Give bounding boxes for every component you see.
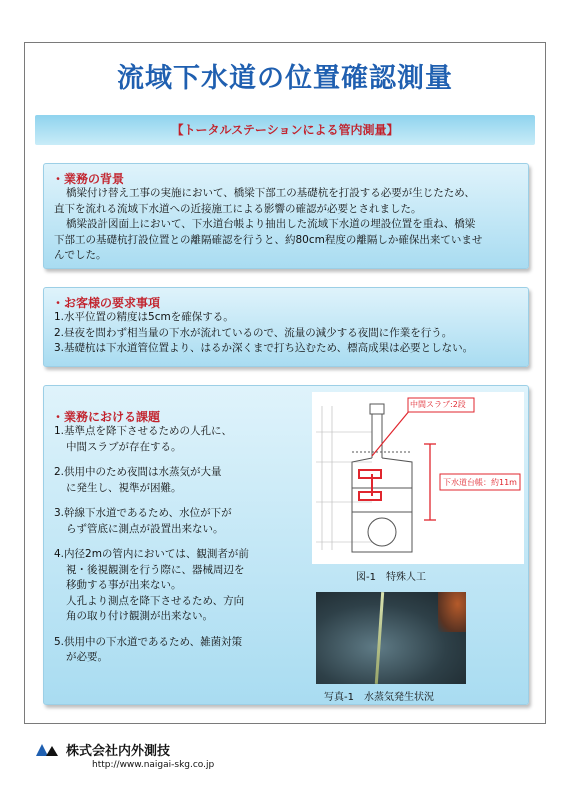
survey-pole xyxy=(375,592,384,684)
steam-photo xyxy=(316,592,466,684)
issue-line: 中間スラブが存在する。 xyxy=(66,440,182,453)
issue-item xyxy=(54,547,324,625)
document-frame xyxy=(24,42,546,724)
issue-item xyxy=(54,635,324,666)
issues-heading: ・業務における課題 xyxy=(52,410,161,424)
issue-line: 1.基準点を降下させるための人孔に、 xyxy=(54,425,233,437)
slab-label: 中間スラブ:2段 xyxy=(410,400,466,409)
requirement-item: 1.水平位置の精度は5cmを確保する。 xyxy=(54,311,234,323)
background-line: 橋梁設計図面上において、下水道台帳より抽出した流域下水道の埋設位置を重ね、橋梁 xyxy=(66,218,476,230)
background-heading: ・業務の背景 xyxy=(52,172,125,186)
background-text xyxy=(54,186,518,264)
background-line: 直下を流れる流域下水道への近接施工による影響の確認が必要とされました。 xyxy=(54,202,422,215)
worker-silhouette xyxy=(438,592,466,632)
photo-caption: 写真-1 水蒸気発生状況 xyxy=(324,692,434,703)
company-url[interactable]: http://www.naigai-skg.co.jp xyxy=(92,760,215,770)
issue-line: が必要。 xyxy=(66,651,108,663)
issue-item xyxy=(54,506,324,537)
issue-line: 視・後視観測を行う際に、器械周辺を xyxy=(66,563,245,576)
issue-line: 5.供用中の下水道であるため、雑菌対策 xyxy=(54,635,243,648)
issue-item xyxy=(54,465,324,496)
background-section xyxy=(43,163,529,269)
company-name: 株式会社内外測技 xyxy=(66,744,171,759)
background-line: 橋梁付け替え工事の実施において、橋梁下部工の基礎杭を打設する必要が生じたため、 xyxy=(66,187,475,199)
requirements-section xyxy=(43,287,529,367)
issues-list xyxy=(54,424,324,676)
company-logo-icon xyxy=(34,742,62,758)
company-logo xyxy=(34,740,170,759)
ledger-depth-label: 下水道台帳：約11m xyxy=(443,478,517,487)
subtitle-banner: 【トータルステーションによる管内測量】 xyxy=(35,115,535,145)
issue-line: に発生し、視準が困難。 xyxy=(66,481,182,494)
issues-section xyxy=(43,385,529,705)
slab-marker xyxy=(359,492,381,500)
issue-line: 3.幹線下水道であるため、水位が下が xyxy=(54,507,232,519)
requirement-item: 2.昼夜を問わず相当量の下水が流れているので、流量の減少する夜間に作業を行う。 xyxy=(54,326,453,339)
issue-item xyxy=(54,424,324,455)
requirements-list xyxy=(54,310,518,357)
issue-line: 移動する事が出来ない。 xyxy=(66,579,182,591)
background-line: 下部工の基礎杭打設位置との離隔確認を行うと、約80cm程度の離隔しか確保出来ていませ xyxy=(54,233,483,246)
issue-line: 4.内径2mの管内においては、観測者が前 xyxy=(54,548,249,560)
slab-marker xyxy=(359,470,381,478)
issue-line: らず管底に測点が設置出来ない。 xyxy=(66,522,224,535)
requirements-heading: ・お客様の要求事項 xyxy=(52,296,161,310)
issue-line: 角の取り付け観測が出来ない。 xyxy=(66,610,213,622)
issue-line: 人孔より測点を降下させるため、方向 xyxy=(66,594,245,607)
figure-caption: 図-1 特殊人工 xyxy=(356,572,426,583)
requirement-item: 3.基礎杭は下水道管位置より、はるか深くまで打ち込むため、標高成果は必要としない。 xyxy=(54,342,474,354)
manhole-figure xyxy=(312,392,524,564)
page-title: 流域下水道の位置確認測量 xyxy=(117,63,453,94)
issue-line: 2.供用中のため夜間は水蒸気が大量 xyxy=(54,466,222,478)
background-line: んでした。 xyxy=(54,249,107,261)
